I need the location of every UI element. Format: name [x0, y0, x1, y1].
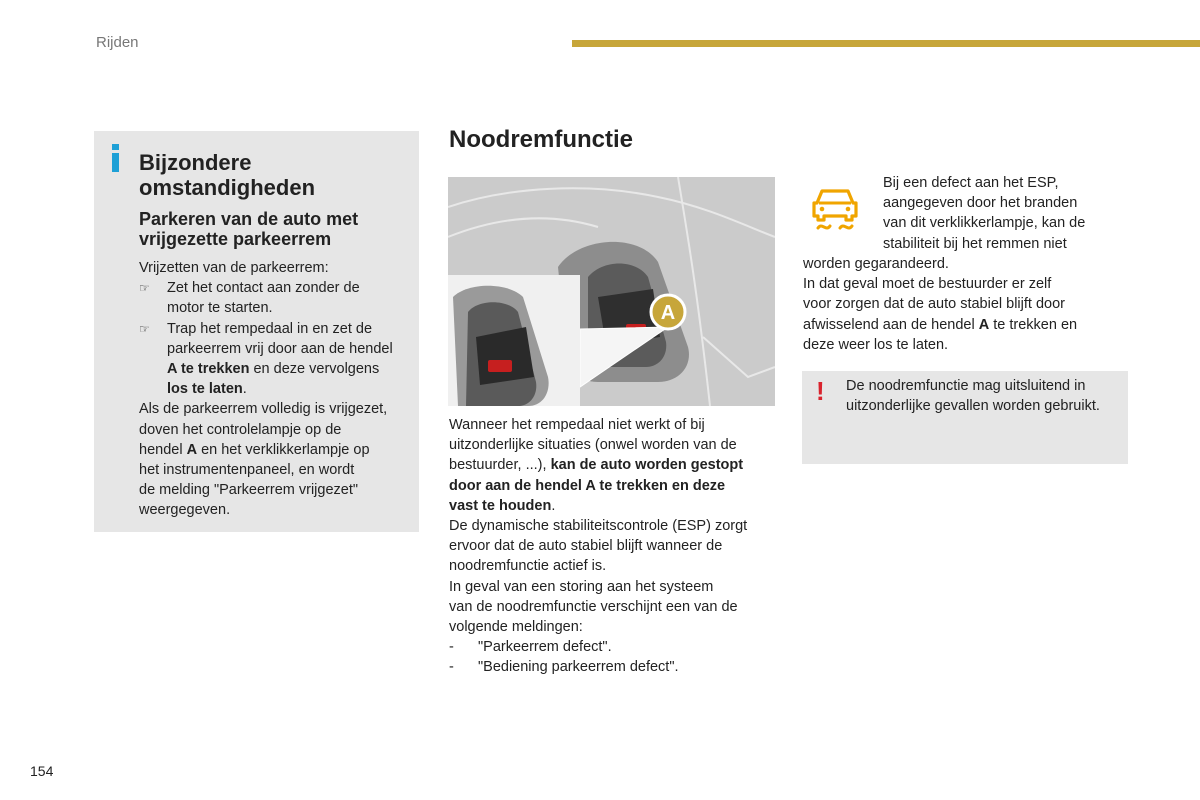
- bold-text: los te laten: [167, 381, 243, 398]
- pointing-hand-icon: ☞: [139, 321, 150, 336]
- message-text: "Bediening parkeerrem defect".: [478, 659, 679, 676]
- text-span: en het verklikkerlampje op: [197, 441, 370, 458]
- text-line: In dat geval moet de bestuurder er zelf: [803, 276, 1052, 293]
- bold-text: A: [186, 441, 198, 458]
- esp-text: [803, 254, 1123, 355]
- esp-text-indented: [883, 173, 1123, 254]
- bold-text: kan de auto worden gestopt: [550, 457, 744, 474]
- text-line: [449, 476, 779, 496]
- section-label: Rijden: [96, 34, 139, 51]
- text-span: bestuurder, ...),: [449, 457, 551, 474]
- bullet-item: [139, 278, 414, 318]
- info-subtitle-line: Parkeren van de auto met: [139, 209, 359, 229]
- dash-marker: -: [449, 639, 454, 656]
- text-line: Trap het rempedaal in en zet de: [167, 320, 373, 337]
- text-line: uitzonderlijke situaties (onwel worden van de: [449, 437, 737, 454]
- message-text: "Parkeerrem defect".: [478, 639, 612, 656]
- text-line: deze weer los te laten.: [803, 336, 949, 353]
- page-number: 154: [30, 763, 54, 779]
- callout-label: A: [660, 302, 676, 324]
- text-line: van dit verklikkerlampje, kan de: [883, 215, 1086, 232]
- text-line: aangegeven door het branden: [883, 195, 1078, 212]
- text-line: [449, 496, 779, 516]
- text-line: [167, 359, 414, 379]
- text-line: stabiliteit bij het remmen niet: [883, 235, 1067, 252]
- text-line: voor zorgen dat de auto stabiel blijft door: [803, 296, 1065, 313]
- text-line: parkeerrem vrij door aan de hendel: [167, 340, 393, 357]
- text-line: Zet het contact aan zonder de: [167, 280, 360, 297]
- section-title: Noodremfunctie: [449, 126, 634, 153]
- parking-brake-illustration: [448, 177, 775, 406]
- dash-marker: -: [449, 659, 454, 676]
- text-line: het instrumentenpaneel, en wordt: [139, 462, 355, 479]
- text-line: doven het controlelampje op de: [139, 421, 342, 438]
- text-span: te trekken en: [989, 316, 1078, 333]
- text-line: Bij een defect aan het ESP,: [883, 175, 1059, 191]
- info-subtitle-line: vrijgezette parkeerrem: [139, 229, 332, 249]
- text-line: ervoor dat de auto stabiel blijft wanneer de: [449, 538, 723, 555]
- bullet-item: [139, 319, 414, 400]
- info-title-line: Bijzondere: [139, 150, 252, 175]
- bold-text: A: [978, 316, 990, 333]
- text-line: [139, 440, 414, 460]
- pointing-hand-icon: ☞: [139, 281, 150, 296]
- text-line: worden gegarandeerd.: [803, 256, 949, 272]
- info-icon: [110, 144, 122, 174]
- info-title-line: omstandigheden: [139, 175, 316, 200]
- text-line: Wanneer het rempedaal niet werkt of bij: [449, 417, 705, 433]
- text-line: volgende meldingen:: [449, 619, 583, 636]
- text-line: In geval van een storing aan het systeem: [449, 578, 714, 595]
- text-span: en deze vervolgens: [249, 361, 380, 378]
- bold-text: vast te houden: [449, 497, 552, 514]
- text-line: De dynamische stabiliteitscontrole (ESP) zorgt: [449, 518, 748, 535]
- text-line: De noodremfunctie mag uitsluitend in: [846, 378, 1086, 394]
- text-span: .: [551, 497, 556, 514]
- parking-brake-drawing: [448, 177, 775, 406]
- esp-warning-icon: [812, 187, 862, 232]
- info-box-body: [139, 258, 414, 521]
- text-line: uitzonderlijke gevallen worden gebruikt.: [846, 398, 1100, 415]
- list-item: [449, 657, 779, 677]
- info-box-title: [139, 150, 409, 200]
- text-line: van de noodremfunctie verschijnt een van de: [449, 598, 738, 615]
- bold-text: door aan de hendel A te trekken en deze: [449, 477, 726, 494]
- text-line: [167, 379, 414, 399]
- main-body: [449, 415, 779, 678]
- text-span: .: [242, 381, 247, 398]
- text-span: hendel: [139, 441, 187, 458]
- exclamation-icon: !: [816, 376, 825, 406]
- text-line: motor te starten.: [167, 300, 273, 317]
- text-span: afwisselend aan de hendel: [803, 316, 979, 333]
- warning-text: [846, 376, 1121, 416]
- header-accent-bar: [572, 40, 1200, 47]
- bold-text: A te trekken: [167, 361, 250, 378]
- text-line: Vrijzetten van de parkeerrem:: [139, 260, 329, 276]
- text-line: weergegeven.: [139, 502, 231, 519]
- text-line: noodremfunctie actief is.: [449, 558, 607, 575]
- text-line: Als de parkeerrem volledig is vrijgezet,: [139, 401, 388, 418]
- text-line: [449, 455, 779, 475]
- text-line: de melding "Parkeerrem vrijgezet": [139, 482, 359, 499]
- list-item: [449, 637, 779, 657]
- info-box-subtitle: [139, 209, 409, 249]
- text-line: [803, 315, 1123, 335]
